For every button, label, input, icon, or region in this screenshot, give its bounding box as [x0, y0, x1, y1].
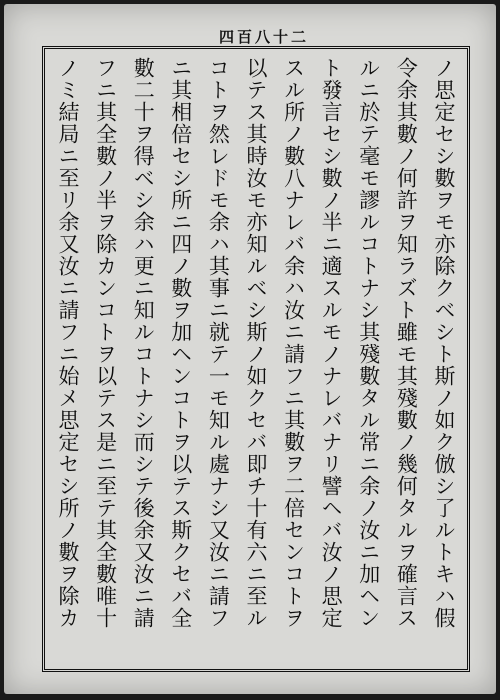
text-column-9: 數二十ヲ得ベシ余ハ更ニ知ルコトナシ而シテ後余又汝ニ請	[131, 57, 156, 629]
book-page	[4, 4, 496, 694]
text-column-1: ノ思定セシ數ヲモ亦除クベシト斯ノ如ク倣シ了ルトキハ假	[431, 57, 456, 629]
text-frame	[42, 46, 470, 672]
page-number-header: 四百八十二	[218, 28, 309, 46]
text-column-10: フニ其全數ノ半ヲ除カンコトヲ以テス是ニ至テ其全數唯十	[93, 57, 118, 629]
vertical-text-block	[51, 57, 461, 661]
text-column-4: ト發言セシ數ノ半ニ適スルモノナレバナリ譬ヘバ汝ノ思定	[319, 57, 344, 629]
text-column-5: スル所ノ數八ナレバ余ハ汝ニ請フニ其數ヲ二倍センコトヲ	[281, 57, 306, 629]
text-column-3: ルニ於テ毫モ謬ルコトナシ其殘數タル常ニ余ノ汝ニ加ヘン	[356, 57, 381, 629]
text-column-2: 令余其數ノ何許ヲ知ラズト雖モ其殘數ノ幾何タルヲ確言ス	[394, 57, 419, 629]
text-column-11: ノミ結局ニ至リ余又汝ニ請フニ始メ思定セシ所ノ數ヲ除カ	[56, 57, 80, 629]
text-column-6: 以テス其時汝モ亦知ルベシ斯ノ如クセバ即チ十有六ニ至ル	[243, 57, 268, 629]
text-column-7: コトヲ然レドモ余ハ其事ニ就テ一モ知ル處ナシ又汝ニ請フ	[206, 57, 231, 629]
text-column-8: ニ其相倍セシ所ニ四ノ數ヲ加ヘンコトヲ以テス斯クセバ全	[168, 57, 193, 629]
